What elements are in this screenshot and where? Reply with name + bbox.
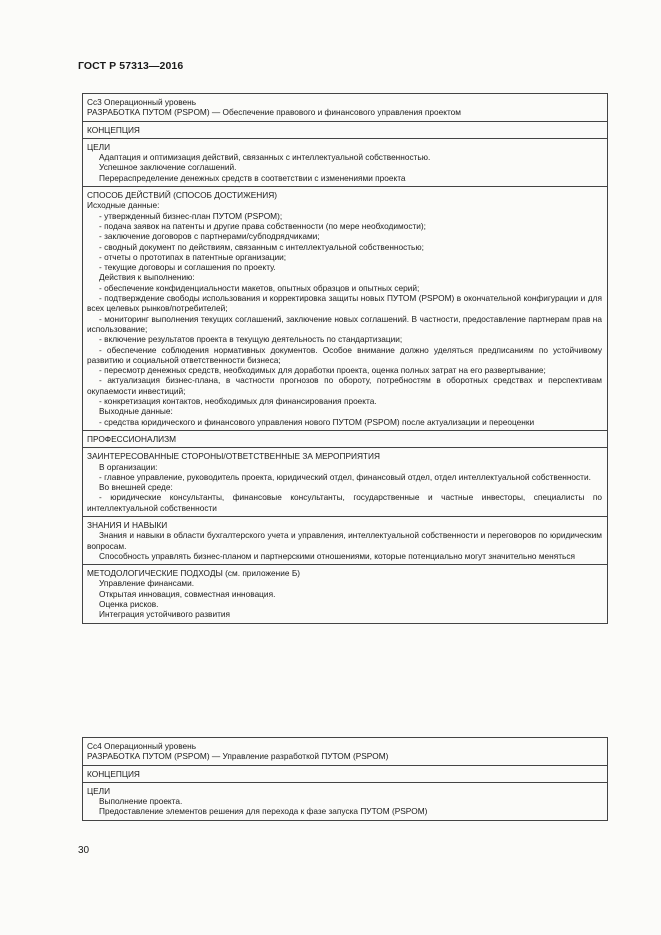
action-item: - подтверждение свободы использования и корректировка защиты новых ПУТОМ (PSPOM) в окончательной конфигурации и для всех целевых рынков/потребителей;: [87, 293, 602, 314]
level-line: Сс3 Операционный уровень: [87, 97, 197, 107]
input-item: - заключение договоров с партнерами/субподрядчиками;: [99, 231, 320, 242]
page-number: 30: [78, 845, 90, 856]
actions-label: Действия к выполнению:: [99, 272, 195, 283]
goal-item: Выполнение проекта.: [99, 796, 183, 807]
outputs-label: Выходные данные:: [99, 406, 173, 417]
output-item: - средства юридического и финансового управления нового ПУТОМ (PSPOM) после актуализации и переоценки: [99, 416, 535, 427]
concept-row: [83, 766, 607, 783]
professionalism-row: [83, 431, 607, 448]
level-line: Сс4 Операционный уровень: [87, 741, 197, 751]
input-item: - подача заявок на патенты и другие права собственности (по мере необходимости);: [99, 220, 426, 231]
goals-title: ЦЕЛИ: [87, 141, 111, 152]
professionalism-label: ПРОФЕССИОНАЛИЗМ: [87, 433, 177, 444]
knowledge-item: Способность управлять бизнес-планом и партнерскими отношениями, которые потенциально могут значительно меняться: [99, 550, 575, 561]
action-item: - конкретизация контактов, необходимых для финансирования проекта.: [99, 396, 377, 407]
method-item: Оценка рисков.: [99, 599, 159, 610]
method-section: [83, 187, 607, 431]
action-item: - мониторинг выполнения текущих соглашений, заключение новых соглашений. В частности, предоставление партнерам прав на использование;: [87, 313, 602, 334]
input-item: - сводный документ по действиям, связанным с интеллектуальной собственностью;: [99, 241, 424, 252]
document-header: ГОСТ Р 57313—2016: [78, 60, 184, 72]
action-item: - обеспечение соблюдения нормативных документов. Особое внимание должно уделяться предписаниям по устойчивому развитию и социальной ответственности бизнеса;: [87, 344, 602, 365]
knowledge-item: Знания и навыки в области бухгалтерского учета и управления, интеллектуальной собственности и переговоров по юридическим вопросам.: [87, 530, 602, 551]
table-cc3: [82, 93, 608, 624]
process-line: РАЗРАБОТКА ПУТОМ (PSPOM) — Управление разработкой ПУТОМ (PSPOM): [87, 751, 389, 762]
table-head: [83, 94, 607, 122]
internal-text: - главное управление, руководитель проекта, юридический отдел, финансовый отдел, отдел интеллектуальной собственности.: [99, 471, 591, 482]
table-cc4: [82, 737, 608, 821]
concept-label: КОНЦЕПЦИЯ: [87, 124, 140, 135]
concept-label: КОНЦЕПЦИЯ: [87, 768, 140, 779]
method-title: СПОСОБ ДЕЙСТВИЙ (СПОСОБ ДОСТИЖЕНИЯ): [87, 190, 277, 201]
process-line: РАЗРАБОТКА ПУТОМ (PSPOM) — Обеспечение правового и финансового управления проектом: [87, 107, 461, 118]
action-item: - включение результатов проекта в текущую деятельность по стандартизации;: [99, 334, 403, 345]
method-item: Открытая инновация, совместная инновация.: [99, 588, 276, 599]
action-item: - пересмотр денежных средств, необходимых для доработки проекта, оценка полных затрат на его развертывание;: [99, 365, 546, 376]
methods-section: [83, 565, 607, 622]
external-text: - юридические консультанты, финансовые консультанты, государственные и частные инвесторы, специалисты по интеллектуальной собственности: [87, 492, 602, 513]
input-item: - отчеты о прототипах в патентные организации;: [99, 251, 287, 262]
action-item: - актуализация бизнес-плана, в частности прогнозов по обороту, потребностям в оборотных средствах и перспективам окупаемости инвестиций;: [87, 375, 602, 396]
stakeholders-title: ЗАИНТЕРЕСОВАННЫЕ СТОРОНЫ/ОТВЕТСТВЕННЫЕ ЗА МЕРОПРИЯТИЯ: [87, 451, 380, 462]
input-item: - текущие договоры и соглашения по проекту.: [99, 262, 276, 273]
goal-item: Перераспределение денежных средств в соответствии с изменениями проекта: [99, 172, 406, 183]
inputs-label: Исходные данные:: [87, 200, 160, 211]
stakeholders-section: [83, 448, 607, 517]
goals-section: [83, 783, 607, 820]
goals-title: ЦЕЛИ: [87, 785, 111, 796]
table-head: [83, 738, 607, 766]
concept-row: [83, 122, 607, 139]
action-item: - обеспечение конфиденциальности макетов, опытных образцов и опытных серий;: [99, 282, 420, 293]
method-item: Управление финансами.: [99, 578, 195, 589]
goal-item: Предоставление элементов решения для перехода к фазе запуска ПУТОМ (PSPOM): [99, 806, 428, 817]
goal-item: Адаптация и оптимизация действий, связанных с интеллектуальной собственностью.: [99, 152, 431, 163]
knowledge-section: [83, 517, 607, 565]
goal-item: Успешное заключение соглашений.: [99, 162, 237, 173]
method-item: Интеграция устойчивого развития: [99, 609, 231, 620]
internal-label: В организации:: [99, 461, 158, 472]
goals-section: [83, 139, 607, 187]
external-label: Во внешней среде:: [99, 482, 173, 493]
methods-title: МЕТОДОЛОГИЧЕСКИЕ ПОДХОДЫ (см. приложение Б): [87, 568, 301, 579]
knowledge-title: ЗНАНИЯ И НАВЫКИ: [87, 519, 168, 530]
input-item: - утвержденный бизнес-план ПУТОМ (PSPOM);: [99, 210, 283, 221]
